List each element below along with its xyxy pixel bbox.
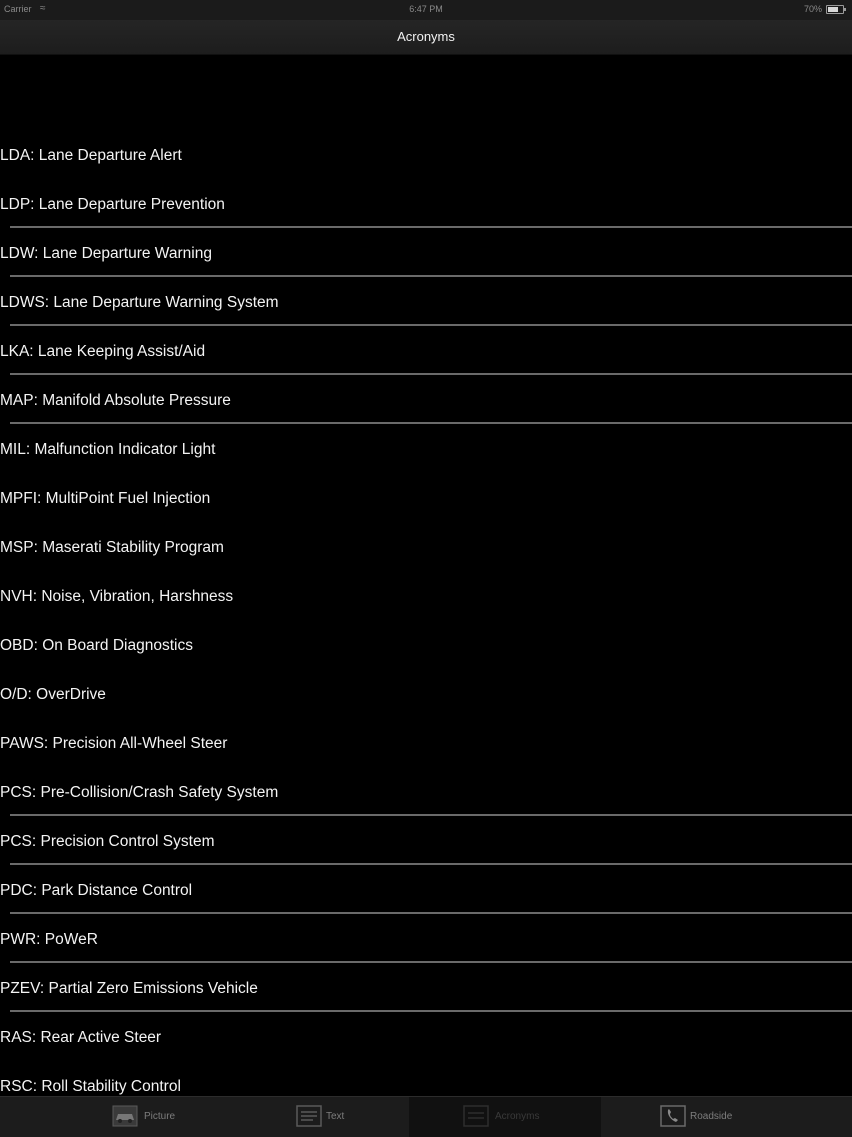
- list-item[interactable]: [0, 865, 852, 914]
- list-item[interactable]: [0, 522, 852, 571]
- tab-picture[interactable]: [22, 1097, 214, 1137]
- list-item[interactable]: [0, 963, 852, 1012]
- list-item[interactable]: [0, 375, 852, 424]
- phone-icon: [660, 1105, 686, 1127]
- list-item-label: MAP: Manifold Absolute Pressure: [0, 392, 231, 409]
- tab-label: Roadside: [690, 1111, 733, 1122]
- list-item-label: PCS: Pre-Collision/Crash Safety System: [0, 784, 279, 801]
- list-item[interactable]: [0, 326, 852, 375]
- page-title: Acronyms: [397, 29, 455, 44]
- list-item[interactable]: [0, 1012, 852, 1061]
- tab-label: Text: [326, 1111, 345, 1122]
- list-item[interactable]: [0, 228, 852, 277]
- navigation-bar: [0, 20, 852, 55]
- list-item-label: PDC: Park Distance Control: [0, 882, 193, 899]
- battery-nub: [844, 8, 846, 11]
- list-item-label: PZEV: Partial Zero Emissions Vehicle: [0, 980, 258, 997]
- list-item-label: LDA: Lane Departure Alert: [0, 147, 182, 164]
- list-item-label: LKA: Lane Keeping Assist/Aid: [0, 343, 206, 360]
- list-item[interactable]: [0, 277, 852, 326]
- list-item[interactable]: [0, 571, 852, 620]
- list-item-label: LDW: Lane Departure Warning: [0, 245, 212, 262]
- tab-bar: [0, 1096, 852, 1137]
- list-item-label: MSP: Maserati Stability Program: [0, 539, 224, 556]
- list-item-label: PAWS: Precision All-Wheel Steer: [0, 735, 228, 752]
- tab-text[interactable]: [214, 1097, 406, 1137]
- list-item-label: OBD: On Board Diagnostics: [0, 637, 193, 654]
- tab-label: Picture: [144, 1111, 176, 1122]
- list-item[interactable]: [0, 816, 852, 865]
- list-item-label: LDWS: Lane Departure Warning System: [0, 294, 279, 311]
- list-item-label: RSC: Roll Stability Control: [0, 1078, 181, 1095]
- list-item[interactable]: [0, 767, 852, 816]
- list-item[interactable]: [0, 669, 852, 718]
- list-item-label: MPFI: MultiPoint Fuel Injection: [0, 490, 211, 507]
- wifi-icon: ≈: [40, 3, 46, 14]
- list-item[interactable]: [0, 718, 852, 767]
- list-item-label: NVH: Noise, Vibration, Harshness: [0, 588, 234, 605]
- car-icon: [112, 1105, 138, 1127]
- list-item-label: PCS: Precision Control System: [0, 833, 215, 850]
- list-item[interactable]: [0, 424, 852, 473]
- list-item[interactable]: [0, 130, 852, 179]
- tab-roadside[interactable]: [608, 1097, 800, 1137]
- carrier-label: Carrier: [4, 4, 32, 14]
- status-time: 6:47 PM: [409, 4, 443, 14]
- acronym-list: [0, 130, 852, 1110]
- list-item[interactable]: [0, 914, 852, 963]
- list-item[interactable]: [0, 473, 852, 522]
- status-bar: [0, 0, 852, 20]
- list-item[interactable]: [0, 179, 852, 228]
- tab-label: Acronyms: [495, 1111, 540, 1122]
- text-document-icon: [296, 1105, 322, 1127]
- list-item-label: MIL: Malfunction Indicator Light: [0, 441, 216, 458]
- list-item-label: LDP: Lane Departure Prevention: [0, 196, 225, 213]
- list-item[interactable]: [0, 620, 852, 669]
- tab-acronyms[interactable]: [409, 1097, 601, 1137]
- battery-level-fill: [828, 7, 838, 12]
- list-item-label: O/D: OverDrive: [0, 686, 106, 703]
- list-item-label: PWR: PoWeR: [0, 931, 98, 948]
- battery-icon: [826, 5, 844, 14]
- battery-percentage: 70%: [803, 4, 822, 14]
- list-item-label: RAS: Rear Active Steer: [0, 1029, 162, 1046]
- acronyms-icon: [463, 1105, 489, 1127]
